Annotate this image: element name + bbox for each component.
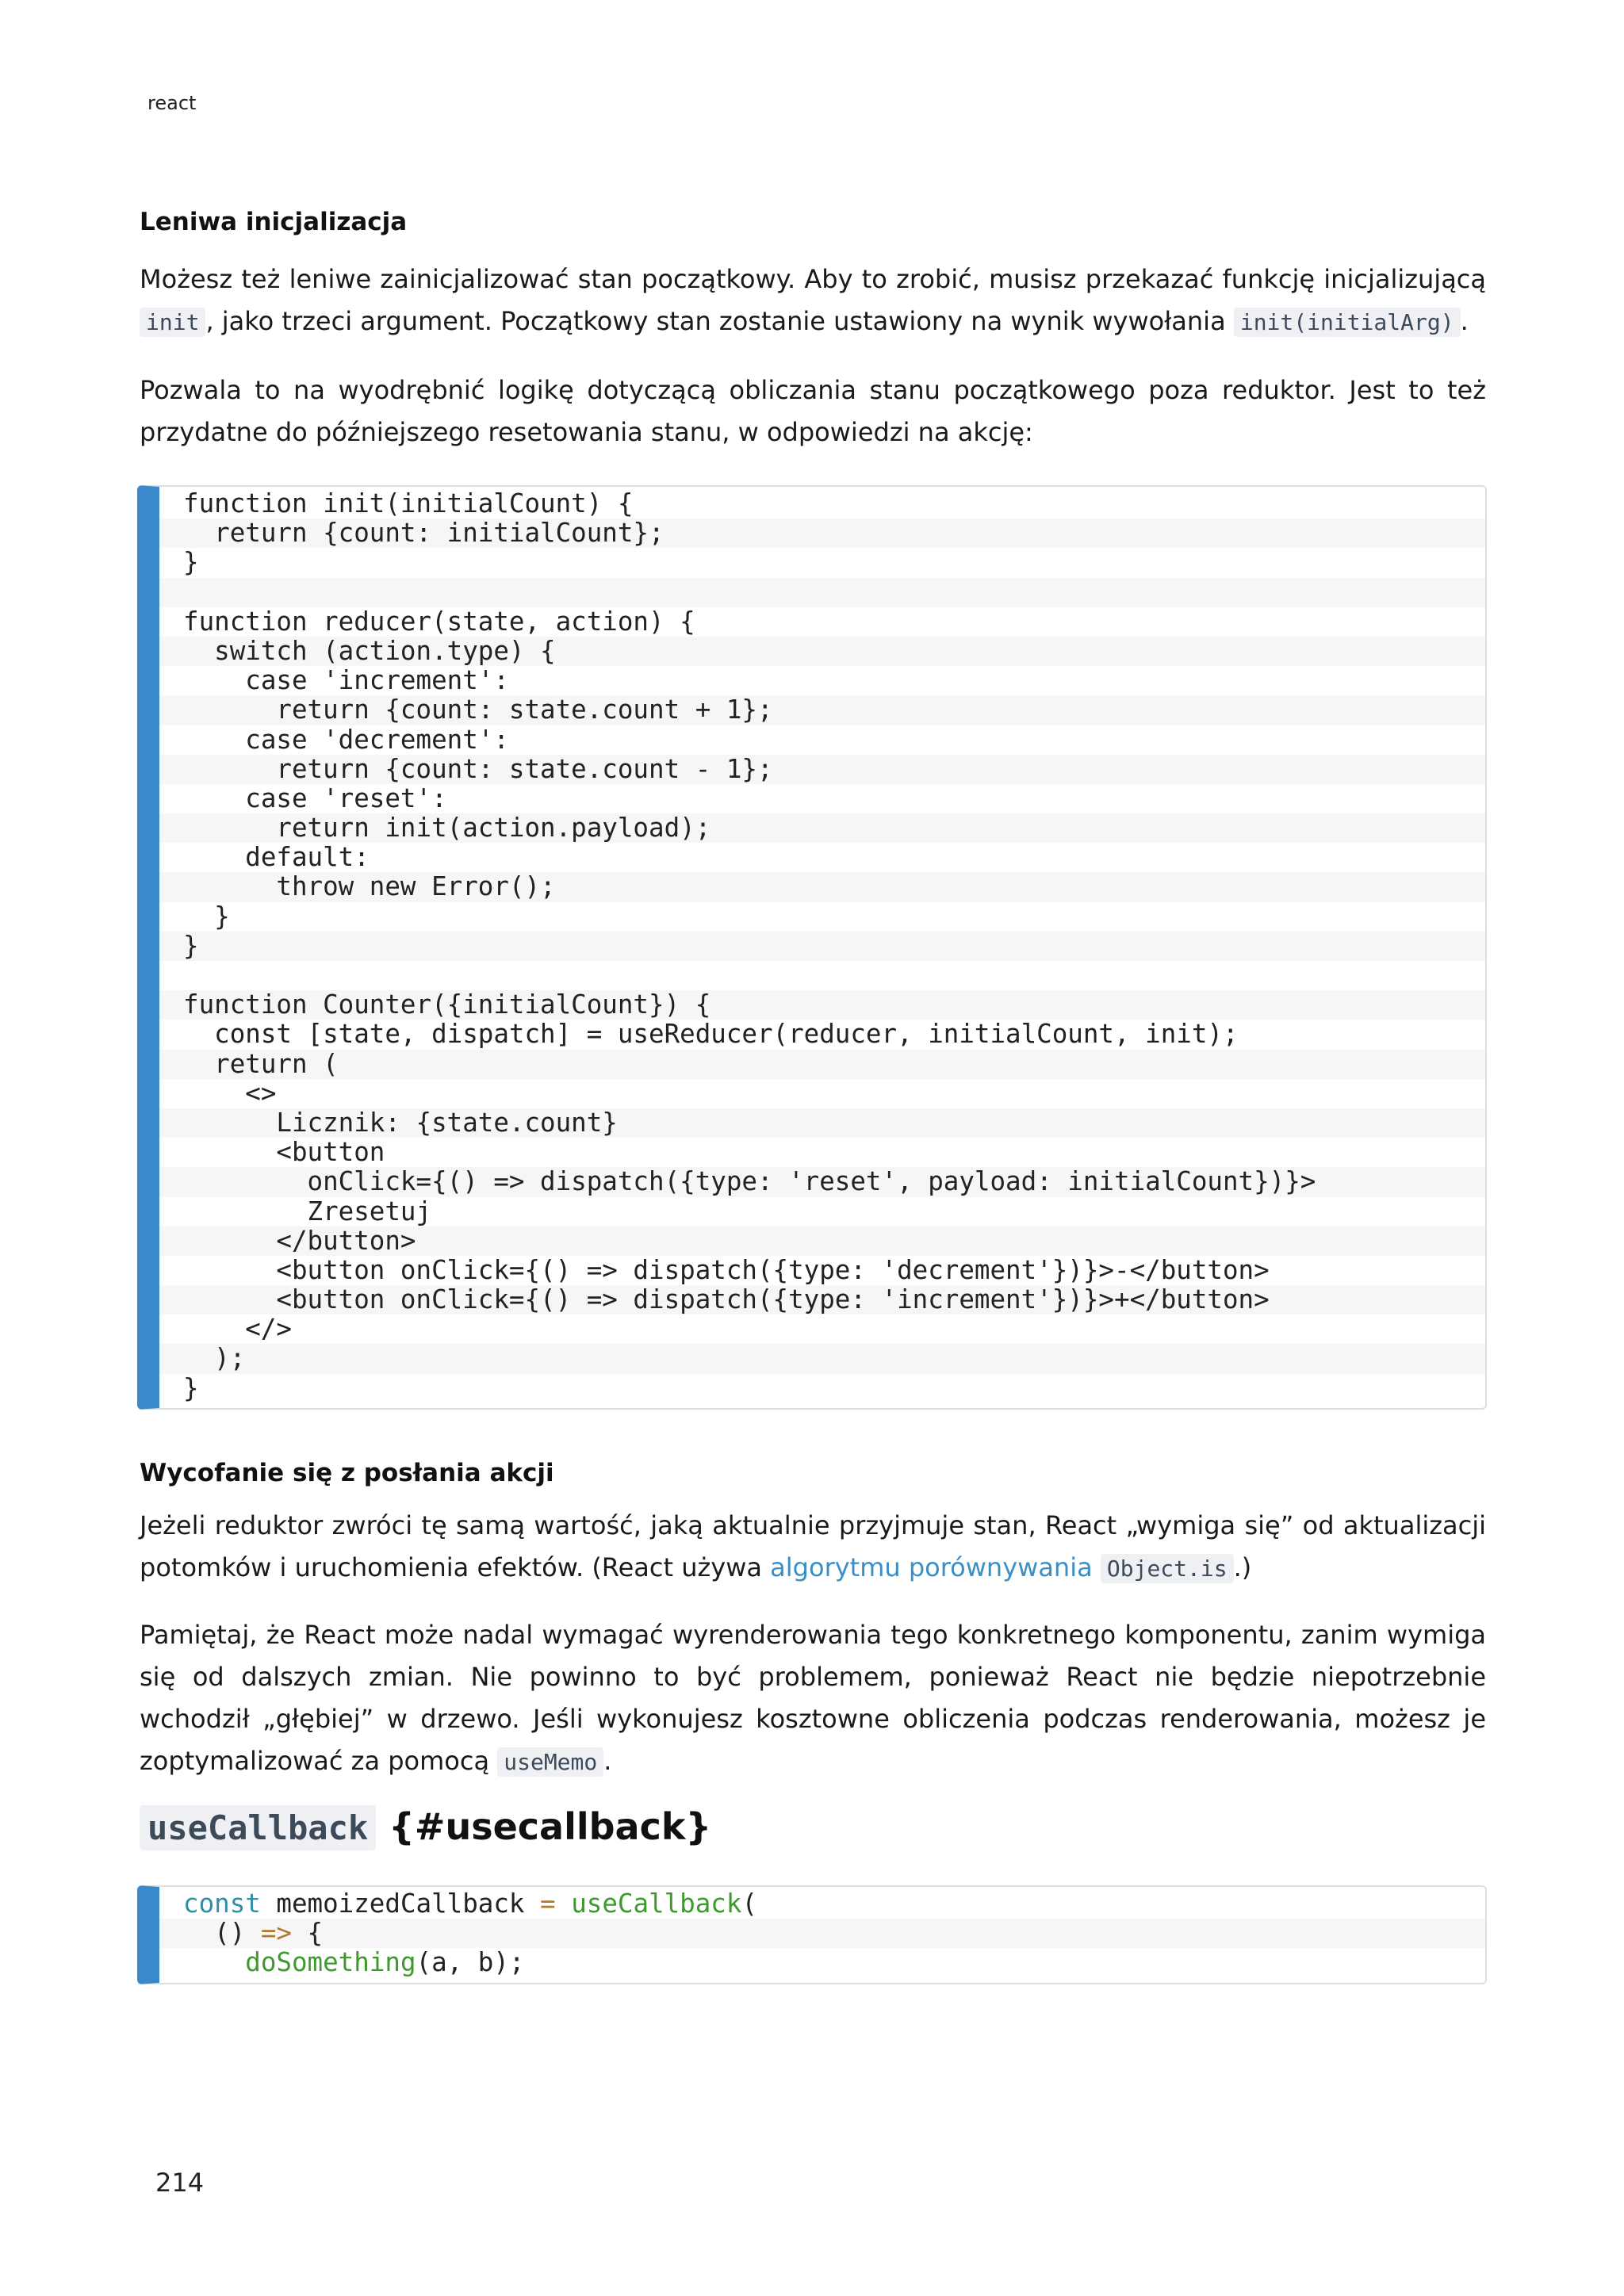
code-token: =: [540, 1888, 556, 1919]
code-lines: [159, 1887, 1485, 1983]
text-span: , jako trzeci argument. Początkowy stan zostanie ustawiony na wynik wywołania: [205, 306, 1234, 336]
heading-anchor-text: {#usecallback}: [389, 1805, 712, 1848]
code-line: throw new Error();: [159, 872, 1485, 901]
code-token: (): [183, 1918, 261, 1949]
text-span: [1093, 1552, 1101, 1582]
heading-code-usecallback: useCallback: [140, 1805, 376, 1850]
code-line: [159, 578, 1485, 607]
inline-code-usememo: useMemo: [497, 1747, 603, 1777]
code-line: return {count: state.count - 1};: [159, 755, 1485, 784]
code-line: }: [183, 1372, 199, 1403]
code-block-reducer-example: [137, 485, 1487, 1410]
code-line: switch (action.type) {: [159, 637, 1485, 666]
code-token: (: [741, 1888, 758, 1919]
inline-code-init-initialarg: init(initialArg): [1234, 308, 1461, 337]
code-line: function reducer(state, action) {: [183, 606, 695, 637]
text-span: .): [1233, 1552, 1252, 1582]
link-comparison-algorithm[interactable]: algorytmu porównywania: [770, 1552, 1093, 1582]
text-span: Możesz też leniwe zainicjalizować stan początkowy. Aby to zrobić, musisz przekazać funkcję inicjalizującą: [140, 264, 1486, 294]
code-token: const: [183, 1888, 261, 1919]
code-line: <button onClick={() => dispatch({type: 'increment'})}>+</button>: [159, 1285, 1485, 1314]
code-token: [183, 1947, 245, 1977]
code-line: return {count: initialCount};: [159, 519, 1485, 548]
code-line: return {count: state.count + 1};: [159, 695, 1485, 725]
code-token: (a, b);: [416, 1947, 525, 1978]
code-line: }: [183, 547, 199, 578]
code-line: return (: [159, 1050, 1485, 1079]
section-heading-lazy-init: Leniwa inicjalizacja: [140, 208, 408, 236]
code-token: [556, 1888, 572, 1919]
code-line: function Counter({initialCount}) {: [159, 990, 1485, 1020]
code-line: );: [159, 1344, 1485, 1373]
code-line: case 'reset':: [183, 783, 447, 813]
page-number: 214: [155, 2168, 205, 2198]
code-line: [159, 1919, 1485, 1948]
code-block-usecallback: [137, 1885, 1487, 1984]
paragraph-bailing-out-intro: [140, 1505, 1486, 1590]
code-line: [159, 1889, 1485, 1919]
code-line: </button>: [159, 1226, 1485, 1256]
code-line: <button onClick={() => dispatch({type: 'decrement'})}>-</button>: [183, 1254, 1270, 1285]
code-lines: [159, 487, 1485, 1408]
code-line: case 'increment':: [183, 665, 509, 696]
code-line: <>: [183, 1077, 277, 1108]
section-heading-usecallback: [140, 1801, 711, 1854]
section-heading-bailing-out: Wycofanie się z posłania akcji: [140, 1459, 554, 1487]
code-line: }: [159, 932, 1485, 961]
code-line: Zresetuj: [183, 1196, 432, 1226]
code-token: =>: [260, 1918, 292, 1949]
code-line: </>: [183, 1314, 292, 1345]
code-line: <button: [183, 1137, 385, 1168]
text-span: Pamiętaj, że React może nadal wymagać wyrenderowania tego konkretnego komponentu, zanim wymiga się od dalszych zmian. Nie powinno to być problemem, ponieważ React nie będzie niepotrzebnie wchodził „głębiej” w drzewo. Jeśli wykonujesz kosztowne obliczenia podczas renderowania, możesz je zoptymalizować za pomocą: [140, 1620, 1486, 1776]
code-line: default:: [183, 842, 370, 873]
inline-code-init: init: [140, 308, 205, 337]
code-line: onClick={() => dispatch({type: 'reset', payload: initialCount})}>: [159, 1167, 1485, 1196]
text-span: .: [1460, 306, 1469, 336]
paragraph-bailing-out-note: [140, 1614, 1486, 1783]
code-token: doSomething: [245, 1947, 416, 1978]
code-token: memoizedCallback: [260, 1888, 541, 1919]
code-line: const [state, dispatch] = useReducer(reducer, initialCount, init);: [183, 1019, 1239, 1050]
code-token: useCallback: [571, 1888, 742, 1919]
code-line: return init(action.payload);: [159, 813, 1485, 843]
code-token: {: [291, 1918, 324, 1949]
code-line: function init(initialCount) {: [183, 488, 634, 519]
code-line: Licznik: {state.count}: [159, 1108, 1485, 1138]
inline-code-object-is: Object.is: [1101, 1554, 1234, 1583]
code-line: }: [183, 901, 230, 932]
paragraph-lazy-init-intro: [140, 258, 1486, 343]
paragraph-lazy-init-purpose: Pozwala to na wyodrębnić logikę dotyczącą obliczania stanu początkowego poza reduktor. Jest to też przydatne do późniejszego resetowania stanu, w odpowiedzi na akcję:: [140, 375, 1486, 447]
running-head: react: [147, 92, 197, 114]
code-line: case 'decrement':: [183, 724, 509, 755]
text-span: .: [603, 1746, 612, 1776]
code-line: [159, 961, 1485, 990]
text-span: Jeżeli reduktor zwróci tę samą wartość, jaką aktualnie przyjmuje stan, React „wymiga się” od aktualizacji potomków i uruchomienia efektów. (React używa: [140, 1510, 1486, 1582]
code-line: [159, 1948, 1485, 1977]
